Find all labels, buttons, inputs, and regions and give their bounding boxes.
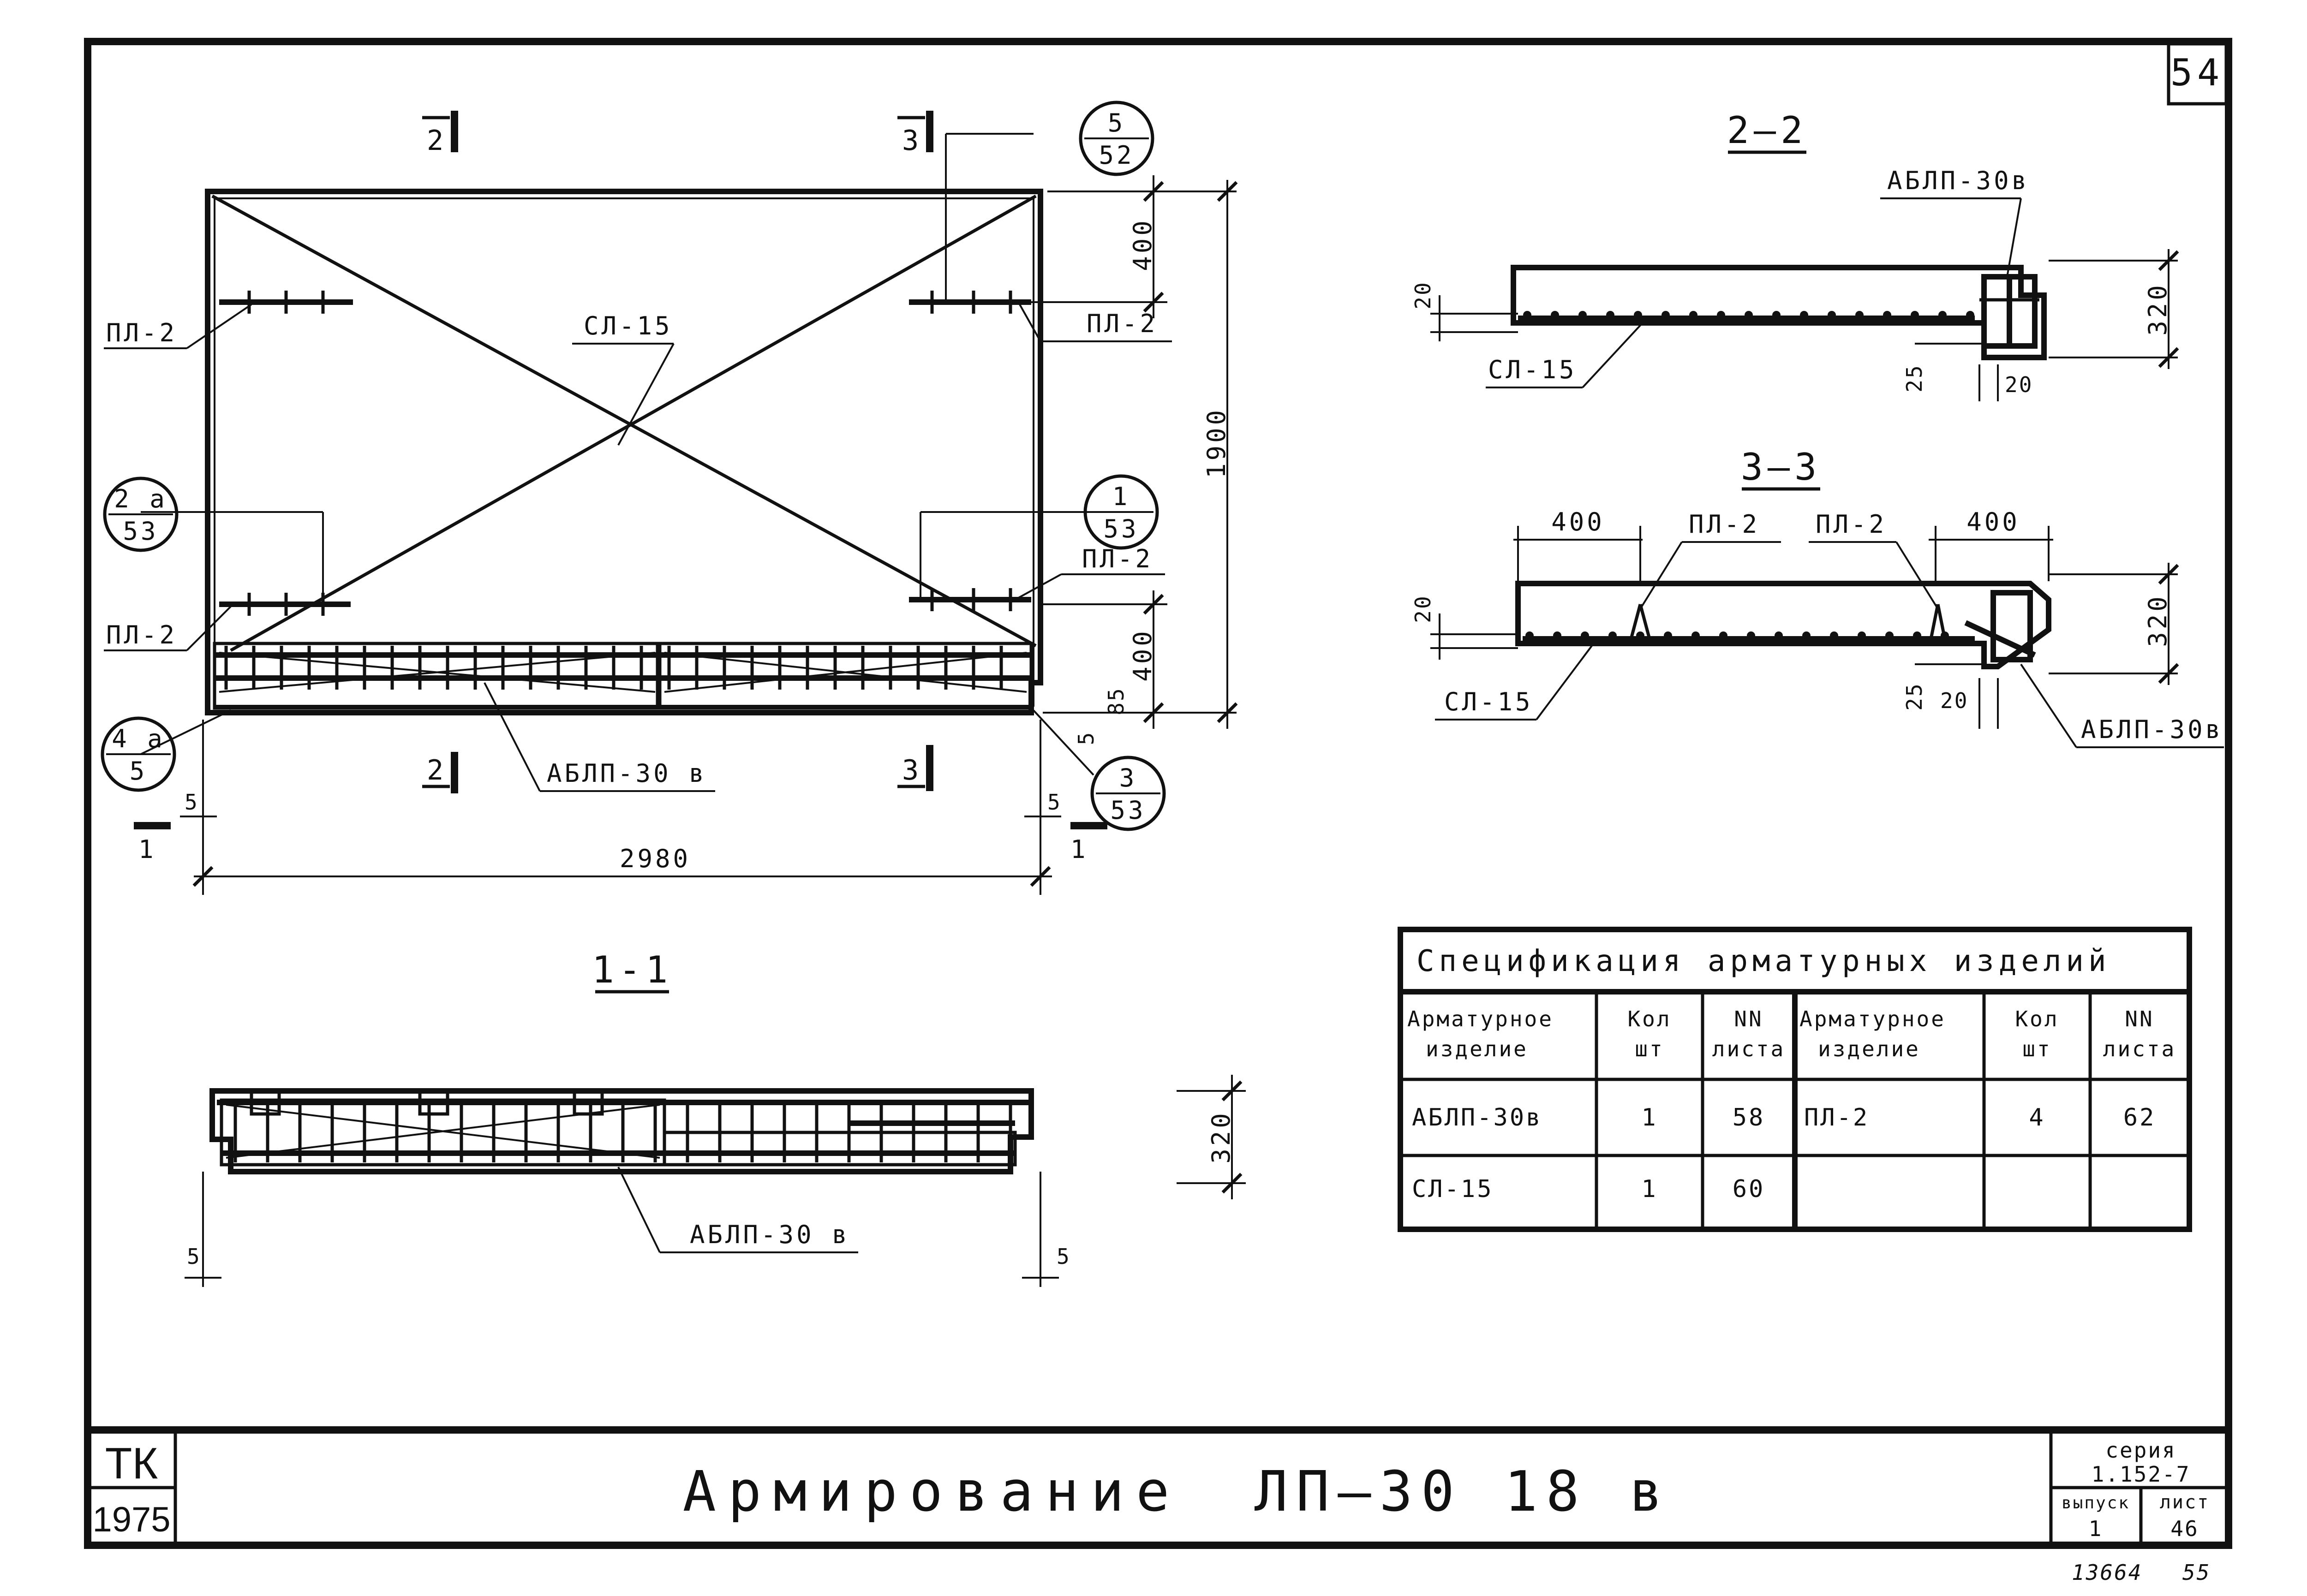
dim-20b-section33: 20 (1940, 688, 1969, 713)
dim-25-section33: 25 (1902, 682, 1927, 711)
callout-numerator: 4 а (112, 724, 165, 753)
issue-label: выпуск (2061, 1494, 2130, 1513)
dim-2980: 2980 (619, 844, 691, 873)
dim-20-section22: 20 (1410, 281, 1435, 310)
callout-numerator: 3 (1119, 763, 1137, 792)
spec-header-line2: шт (1635, 1036, 1664, 1061)
label-sl15-section33: СЛ-15 (1444, 687, 1533, 716)
bar-dot-section33 (1636, 631, 1644, 640)
label-ablp-section22: АБЛП-30в (1887, 166, 2030, 195)
list-label: лист (2159, 1492, 2210, 1513)
cut3-bottom: 3 (902, 754, 922, 786)
spec-header-line1: Арматурное (1407, 1006, 1554, 1031)
stamp-org: ТК (105, 1439, 158, 1488)
label-sl15-section22: СЛ-15 (1488, 355, 1577, 384)
dim-20b-section22: 20 (2005, 372, 2033, 397)
bar-dot-section22 (1828, 311, 1836, 319)
bar-dot-section33 (1608, 631, 1617, 640)
bar-dot-section22 (1717, 311, 1725, 319)
dim-5-left: 5 (185, 790, 199, 815)
bar-dot-section22 (1689, 311, 1697, 319)
bar-dot-section22 (1855, 311, 1864, 319)
drawing-title: Армирование (682, 1460, 1182, 1524)
dim-25-section22: 25 (1902, 364, 1927, 393)
dim-400-right-section33: 400 (1966, 507, 2020, 536)
bar-dot-section22 (1800, 311, 1808, 319)
series-value: 1.152-7 (2091, 1462, 2191, 1487)
cut3-top: 3 (902, 125, 922, 157)
callout-denominator: 53 (1103, 514, 1139, 543)
spec-header-line1: NN (1734, 1006, 1763, 1031)
spec-cell: 4 (2029, 1104, 2045, 1131)
label-ablp-plan: АБЛП-30 в (547, 759, 707, 788)
dim-1900: 1900 (1202, 407, 1231, 479)
list-value: 46 (2170, 1516, 2199, 1541)
cut-markers (134, 111, 1107, 864)
section-1-1 (185, 948, 1246, 1287)
section-3-3 (1410, 446, 2224, 747)
bar-dot-section33 (1858, 631, 1866, 640)
bar-dot-section33 (1830, 631, 1838, 640)
drawing-code: ЛП—30 18 в (1254, 1460, 1671, 1524)
spec-cell: 58 (1732, 1104, 1765, 1131)
cut1-left: 1 (138, 835, 156, 864)
bar-dot-section22 (1662, 311, 1670, 319)
bar-dot-section22 (1772, 311, 1781, 319)
dim-320-section11: 320 (1207, 1110, 1236, 1164)
issue-value: 1 (2088, 1516, 2103, 1541)
bar-dot-section22 (1634, 311, 1642, 319)
label-pl2-a-section33: ПЛ-2 (1689, 510, 1760, 539)
bar-dot-section22 (1606, 311, 1614, 319)
bar-dot-section33 (1913, 631, 1921, 640)
spec-header-line2: листа (1712, 1036, 1786, 1061)
callout-denominator: 5 (129, 756, 148, 786)
plan-dimensions (180, 175, 1237, 895)
bar-dot-section22 (1523, 311, 1531, 319)
dim-5-right: 5 (1047, 790, 1062, 815)
label-pl2-right-bottom: ПЛ-2 (1082, 544, 1154, 573)
section11-title: 1-1 (592, 948, 673, 991)
section22-title: 2—2 (1727, 109, 1808, 152)
cut1-right: 1 (1070, 835, 1088, 864)
label-ablp-section11: АБЛП-30 в (690, 1220, 850, 1249)
ablp-cage-plan (215, 643, 1031, 708)
label-pl2-left-top: ПЛ-2 (106, 318, 178, 347)
dim-5-right-section11: 5 (1057, 1244, 1071, 1269)
bar-dot-section22 (1966, 311, 1974, 319)
stamp-year: 1975 (92, 1500, 171, 1539)
bar-dot-section33 (1719, 631, 1727, 640)
callout-denominator: 53 (1110, 796, 1146, 825)
spec-table-title: Спецификация арматурных изделий (1416, 944, 2111, 978)
spec-header-line2: изделие (1818, 1036, 1920, 1061)
callout-denominator: 52 (1099, 141, 1135, 170)
bar-dot-section33 (1885, 631, 1894, 640)
bar-dot-section33 (1802, 631, 1811, 640)
sheet-number-corner: 54 (2170, 51, 2224, 94)
bar-dot-section22 (1745, 311, 1753, 319)
section33-title: 3—3 (1740, 446, 1822, 488)
bar-dot-section22 (1911, 311, 1919, 319)
label-ablp-section33: АБЛП-30в (2081, 715, 2223, 744)
slab-outline (208, 191, 1040, 713)
dim-20-section33: 20 (1410, 595, 1435, 623)
bar-dot-section33 (1775, 631, 1783, 640)
dim-400-left-section33: 400 (1551, 507, 1605, 536)
spec-header-line2: листа (2103, 1036, 2176, 1061)
label-pl2-right-top: ПЛ-2 (1087, 309, 1158, 338)
spec-cell: 60 (1732, 1175, 1765, 1203)
bar-dot-section33 (1553, 631, 1561, 640)
bar-dot-section33 (1581, 631, 1589, 640)
spec-header-line2: шт (2022, 1036, 2052, 1061)
archive-suffix: 55 (2182, 1560, 2211, 1585)
spec-header-line1: Арматурное (1799, 1006, 1946, 1031)
mesh-diagonal-2 (231, 196, 1036, 650)
dim-320-section33: 320 (2143, 594, 2172, 647)
dim-320-section22: 320 (2143, 282, 2172, 336)
bar-dot-section33 (1747, 631, 1755, 640)
title-block (88, 1430, 2229, 1585)
spec-header-line1: Кол (2015, 1006, 2059, 1031)
callout-numerator: 5 (1107, 108, 1126, 137)
node-callouts (102, 102, 1164, 829)
dim-5-left-section11: 5 (187, 1244, 201, 1269)
spec-header-line1: NN (2125, 1006, 2154, 1031)
bar-dot-section22 (1883, 311, 1891, 319)
callout-numerator: 2 а (114, 484, 167, 513)
spec-cell: 62 (2123, 1104, 2156, 1131)
series-label: серия (2105, 1438, 2176, 1463)
spec-header-line1: Кол (1627, 1006, 1672, 1031)
label-pl2-b-section33: ПЛ-2 (1816, 510, 1887, 539)
spec-cell: АБЛП-30в (1412, 1104, 1542, 1131)
plan-view (102, 102, 1237, 895)
bar-dot-section22 (1578, 311, 1587, 319)
spec-cell: 1 (1641, 1175, 1658, 1203)
spec-cell: 1 (1641, 1104, 1658, 1131)
bar-dot-section33 (1525, 631, 1534, 640)
mesh-diagonal-1 (212, 196, 1036, 646)
dim-400-bottom: 400 (1128, 628, 1157, 682)
dim-85: 85 (1104, 687, 1129, 715)
dim-400-top: 400 (1128, 218, 1157, 271)
archive-number: 13664 (2072, 1560, 2143, 1585)
spec-cell: СЛ-15 (1412, 1175, 1494, 1203)
bar-dot-section33 (1664, 631, 1672, 640)
cut2-top: 2 (427, 125, 447, 157)
label-sl15-plan: СЛ-15 (584, 311, 673, 340)
cut2-bottom: 2 (427, 754, 447, 786)
dim-5-side: 5 (1074, 731, 1099, 745)
bar-dot-section33 (1691, 631, 1700, 640)
label-pl2-left-bottom: ПЛ-2 (106, 620, 178, 649)
callout-denominator: 53 (123, 517, 159, 546)
section-2-2 (1410, 109, 2178, 401)
callout-numerator: 1 (1112, 482, 1130, 511)
spec-header-line2: изделие (1426, 1036, 1528, 1061)
bar-dot-section22 (1551, 311, 1559, 319)
spec-cell: ПЛ-2 (1804, 1104, 1870, 1131)
bar-dot-section22 (1938, 311, 1947, 319)
spec-table (1400, 929, 2189, 1229)
